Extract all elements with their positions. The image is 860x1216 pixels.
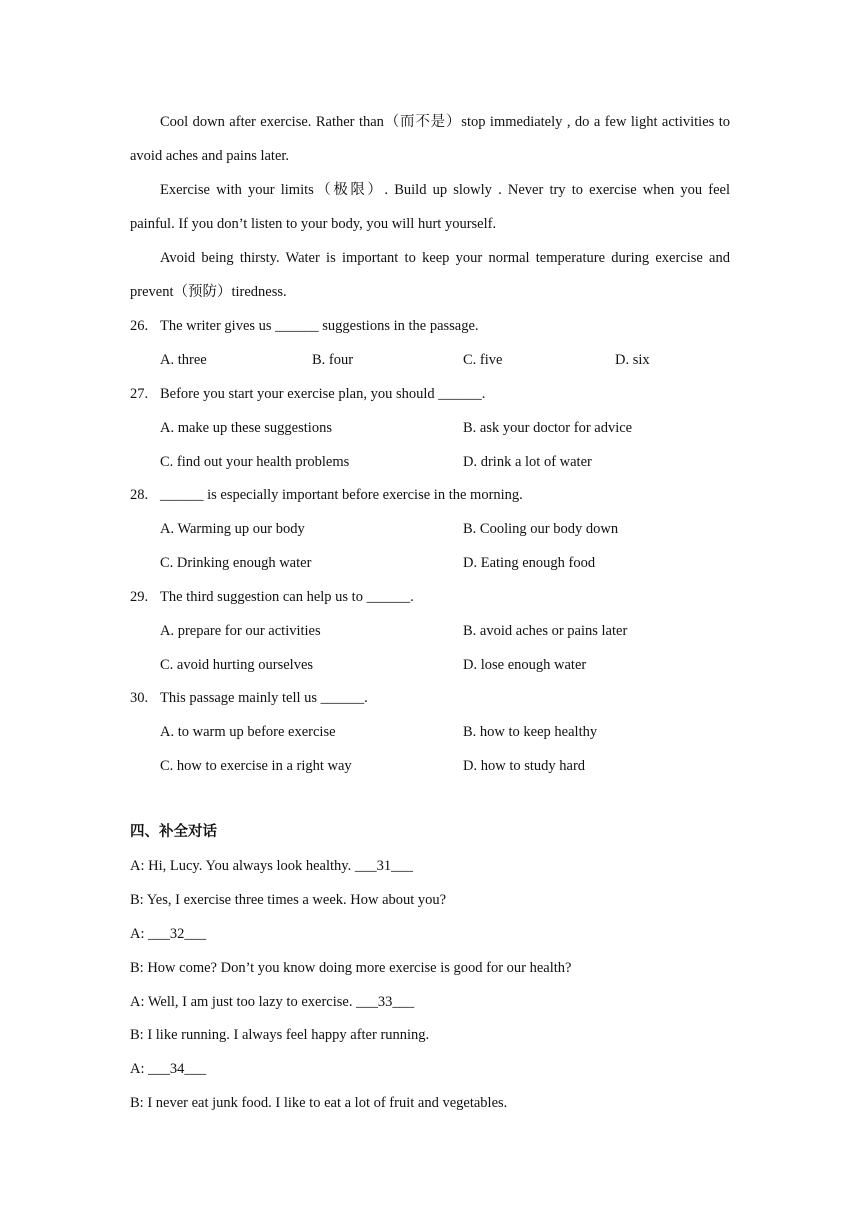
passage-paragraph-2-line-2: painful. If you don’t listen to your body, you will hurt yourself. [130, 216, 497, 232]
passage-paragraph-1-line-2: avoid aches and pains later. [130, 148, 290, 164]
question-stem: The third suggestion can help us to ______. [160, 589, 414, 605]
option-b: B. Cooling our body down [463, 521, 619, 537]
option-a: A. Warming up our body [160, 521, 305, 537]
question-stem: Before you start your exercise plan, you should ______. [160, 386, 486, 402]
dialogue-line: A: Well, I am just too lazy to exercise. ___33___ [130, 994, 415, 1010]
option-d: D. Eating enough food [463, 555, 596, 571]
option-d: D. six [615, 352, 650, 368]
question-number: 30. [130, 690, 149, 706]
dialogue-line: B: How come? Don’t you know doing more exercise is good for our health? [130, 960, 572, 976]
dialogue-line: A: Hi, Lucy. You always look healthy. ___31___ [130, 858, 413, 874]
section-heading: 四、补全对话 [130, 824, 217, 840]
dialogue-line: B: I never eat junk food. I like to eat a lot of fruit and vegetables. [130, 1095, 508, 1111]
question-number: 26. [130, 318, 149, 334]
question-stem: ______ is especially important before exercise in the morning. [160, 487, 523, 503]
question-stem: This passage mainly tell us ______. [160, 690, 368, 706]
option-a: A. make up these suggestions [160, 420, 332, 436]
option-c: C. avoid hurting ourselves [160, 657, 314, 673]
option-c: C. how to exercise in a right way [160, 758, 352, 774]
option-a: A. prepare for our activities [160, 623, 321, 639]
option-b: B. how to keep healthy [463, 724, 598, 740]
option-a: A. to warm up before exercise [160, 724, 336, 740]
dialogue-line: B: Yes, I exercise three times a week. How about you? [130, 892, 447, 908]
option-b: B. avoid aches or pains later [463, 623, 628, 639]
option-b: B. ask your doctor for advice [463, 420, 633, 436]
dialogue-line: A: ___34___ [130, 1061, 207, 1077]
passage-paragraph-2-line-1: Exercise with your limits（极限）. Build up slowly . Never try to exercise when you feel [160, 182, 730, 198]
option-d: D. how to study hard [463, 758, 586, 774]
dialogue-line: A: ___32___ [130, 926, 207, 942]
question-number: 29. [130, 589, 149, 605]
option-a: A. three [160, 352, 207, 368]
question-stem: The writer gives us ______ suggestions in the passage. [160, 318, 479, 334]
passage-paragraph-3-line-2: prevent（预防）tiredness. [130, 284, 287, 300]
option-c: C. find out your health problems [160, 454, 350, 470]
option-d: D. drink a lot of water [463, 454, 592, 470]
passage-paragraph-1-line-1: Cool down after exercise. Rather than（而不是）stop immediately , do a few light activities to [160, 114, 730, 130]
passage-paragraph-3-line-1: Avoid being thirsty. Water is important to keep your normal temperature during exercise and [160, 250, 730, 266]
option-b: B. four [312, 352, 354, 368]
question-number: 28. [130, 487, 149, 503]
option-c: C. five [463, 352, 503, 368]
question-number: 27. [130, 386, 149, 402]
dialogue-line: B: I like running. I always feel happy after running. [130, 1027, 430, 1043]
option-c: C. Drinking enough water [160, 555, 312, 571]
option-d: D. lose enough water [463, 657, 587, 673]
